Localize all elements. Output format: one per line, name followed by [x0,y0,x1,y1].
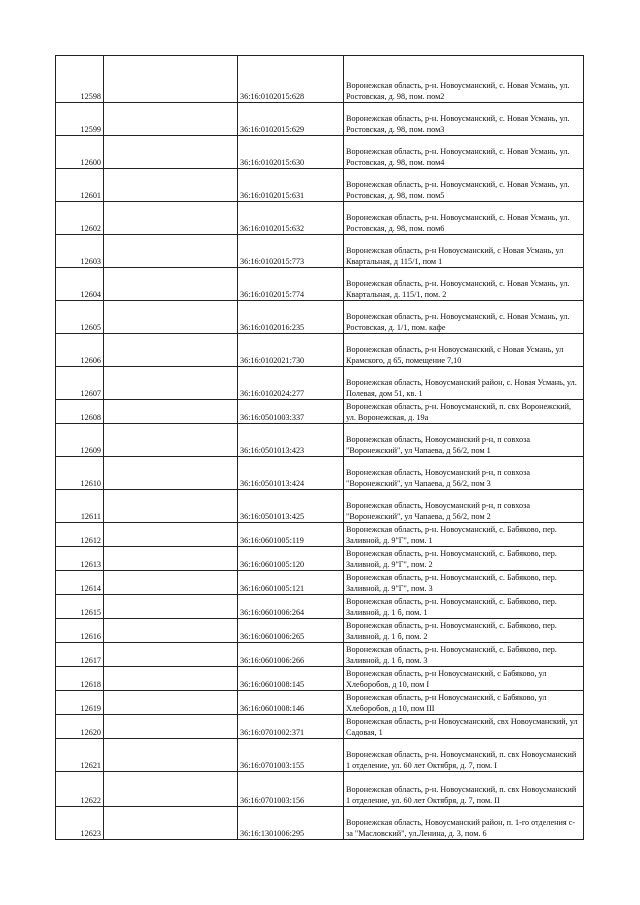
registry-table-body [56,56,584,840]
empty-cell [104,490,238,523]
row-number-cell: 12623 [56,807,104,840]
row-number-cell: 12604 [56,268,104,301]
empty-cell [104,136,238,169]
row-number-cell: 12602 [56,202,104,235]
address-cell: Воронежская область, р-н. Новоусманский, п. свх Новоусманский 1 отделение, ул. 60 лет Октября, д. 7, пом. I [344,739,584,772]
row-number-cell: 12598 [56,56,104,103]
row-number-cell: 12603 [56,235,104,268]
empty-cell [104,202,238,235]
empty-cell [104,56,238,103]
empty-cell [104,367,238,400]
empty-cell [104,547,238,571]
cadastral-number-cell: 36:16:0601005:119 [238,523,344,547]
table-row [56,400,584,424]
empty-cell [104,334,238,367]
empty-cell [104,523,238,547]
table-row [56,367,584,400]
empty-cell [104,169,238,202]
table-row [56,424,584,457]
row-number-cell: 12608 [56,400,104,424]
row-number-cell: 12614 [56,571,104,595]
row-number-cell: 12612 [56,523,104,547]
address-cell: Воронежская область, Новоусманский район, п. 1-го отделения с-за "Масловский", ул.Ленина, д. 3, пом. 6 [344,807,584,840]
cadastral-number-cell: 36:16:0102015:773 [238,235,344,268]
table-row [56,136,584,169]
empty-cell [104,772,238,807]
cadastral-number-cell: 36:16:0102016:235 [238,301,344,334]
cadastral-number-cell: 36:16:0501013:425 [238,490,344,523]
cadastral-number-cell: 36:16:0701003:155 [238,739,344,772]
table-row [56,56,584,103]
row-number-cell: 12621 [56,739,104,772]
row-number-cell: 12606 [56,334,104,367]
address-cell: Воронежская область, р-н. Новоусманский, с. Новая Усмань, ул. Квартальная, д. 115/1, пом. 2 [344,268,584,301]
table-row [56,103,584,136]
address-cell: Воронежская область, р-н. Новоусманский, с. Бабяково, пер. Заливной, д. 9"Г", пом. 1 [344,523,584,547]
cadastral-number-cell: 36:16:0102021:730 [238,334,344,367]
cadastral-number-cell: 36:16:0601006:266 [238,643,344,667]
row-number-cell: 12607 [56,367,104,400]
table-row [56,457,584,490]
empty-cell [104,103,238,136]
address-cell: Воронежская область, Новоусманский р-н, п совхоза "Воронежский", ул Чапаева, д 56/2, пом 1 [344,424,584,457]
cadastral-number-cell: 36:16:0601005:121 [238,571,344,595]
address-cell: Воронежская область, р-н Новоусманский, свх Новоусманский, ул Садовая, 1 [344,715,584,739]
row-number-cell: 12600 [56,136,104,169]
row-number-cell: 12611 [56,490,104,523]
cadastral-number-cell: 36:16:0102015:774 [238,268,344,301]
cadastral-number-cell: 36:16:0102015:630 [238,136,344,169]
table-row [56,643,584,667]
row-number-cell: 12616 [56,619,104,643]
table-row [56,301,584,334]
empty-cell [104,235,238,268]
address-cell: Воронежская область, р-н Новоусманский, с Новая Усмань, ул Квартальная, д 115/1, пом 1 [344,235,584,268]
address-cell: Воронежская область, р-н Новоусманский, с Бабяково, ул Хлеборобов, д 10, пом I [344,667,584,691]
cadastral-number-cell: 36:16:0102015:629 [238,103,344,136]
table-row [56,268,584,301]
address-cell: Воронежская область, р-н Новоусманский, с Новая Усмань, ул Крамского, д 65, помещение 7,10 [344,334,584,367]
table-row [56,235,584,268]
empty-cell [104,457,238,490]
table-row [56,619,584,643]
cadastral-number-cell: 36:16:0601008:145 [238,667,344,691]
address-cell: Воронежская область, р-н. Новоусманский, с. Новая Усмань, ул. Ростовская, д. 98, пом. пом2 [344,56,584,103]
cadastral-number-cell: 36:16:0102015:631 [238,169,344,202]
table-row [56,691,584,715]
address-cell: Воронежская область, Новоусманский район, с. Новая Усмань, ул. Полевая, дом 51, кв. 1 [344,367,584,400]
row-number-cell: 12619 [56,691,104,715]
row-number-cell: 12615 [56,595,104,619]
row-number-cell: 12620 [56,715,104,739]
cadastral-number-cell: 36:16:0701003:156 [238,772,344,807]
table-row [56,169,584,202]
address-cell: Воронежская область, р-н. Новоусманский, с. Новая Усмань, ул. Ростовская, д. 98, пом. пом4 [344,136,584,169]
cadastral-number-cell: 36:16:0601006:265 [238,619,344,643]
table-row [56,202,584,235]
cadastral-number-cell: 36:16:0601005:120 [238,547,344,571]
empty-cell [104,691,238,715]
empty-cell [104,571,238,595]
cadastral-number-cell: 36:16:0601006:264 [238,595,344,619]
table-row [56,807,584,840]
empty-cell [104,619,238,643]
row-number-cell: 12609 [56,424,104,457]
empty-cell [104,595,238,619]
address-cell: Воронежская область, р-н. Новоусманский, с. Новая Усмань, ул. Ростовская, д. 98, пом. пом6 [344,202,584,235]
empty-cell [104,667,238,691]
table-row [56,334,584,367]
row-number-cell: 12605 [56,301,104,334]
cadastral-number-cell: 36:16:0601008:146 [238,691,344,715]
address-cell: Воронежская область, р-н. Новоусманский, с. Бабяково, пер. Заливной, д. 1 б, пом. 2 [344,619,584,643]
cadastral-number-cell: 36:16:0102015:628 [238,56,344,103]
cadastral-number-cell: 36:16:0102024:277 [238,367,344,400]
empty-cell [104,739,238,772]
table-row [56,490,584,523]
table-row [56,739,584,772]
empty-cell [104,268,238,301]
table-row [56,772,584,807]
address-cell: Воронежская область, р-н. Новоусманский, с. Новая Усмань, ул. Ростовская, д. 98, пом. пом5 [344,169,584,202]
cadastral-number-cell: 36:16:0701002:371 [238,715,344,739]
table-row [56,715,584,739]
address-cell: Воронежская область, р-н. Новоусманский, с. Бабяково, пер. Заливной, д. 9"Г", пом. 3 [344,571,584,595]
empty-cell [104,807,238,840]
row-number-cell: 12617 [56,643,104,667]
address-cell: Воронежская область, р-н. Новоусманский, с. Новая Усмань, ул. Ростовская, д. 98, пом. пом3 [344,103,584,136]
cadastral-number-cell: 36:16:0501003:337 [238,400,344,424]
address-cell: Воронежская область, Новоусманский р-н, п совхоза "Воронежский", ул Чапаева, д 56/2, пом 3 [344,457,584,490]
table-row [56,667,584,691]
cadastral-number-cell: 36:16:0102015:632 [238,202,344,235]
empty-cell [104,643,238,667]
table-row [56,571,584,595]
cadastral-number-cell: 36:16:0501013:424 [238,457,344,490]
address-cell: Воронежская область, р-н. Новоусманский, с. Бабяково, пер. Заливной, д. 9"Г", пом. 2 [344,547,584,571]
row-number-cell: 12599 [56,103,104,136]
empty-cell [104,400,238,424]
table-row [56,547,584,571]
empty-cell [104,301,238,334]
cadastral-number-cell: 36:16:1301006:295 [238,807,344,840]
empty-cell [104,424,238,457]
registry-table [55,55,584,840]
row-number-cell: 12610 [56,457,104,490]
address-cell: Воронежская область, р-н. Новоусманский, с. Бабяково, пер. Заливной, д. 1 б, пом. 1 [344,595,584,619]
table-row [56,523,584,547]
table-row [56,595,584,619]
row-number-cell: 12601 [56,169,104,202]
address-cell: Воронежская область, р-н. Новоусманский, п. свх Новоусманский 1 отделение, ул. 60 лет Октября, д. 7, пом. II [344,772,584,807]
address-cell: Воронежская область, р-н. Новоусманский, с. Бабяково, пер. Заливной, д. 1 б, пом. 3 [344,643,584,667]
address-cell: Воронежская область, р-н. Новоусманский, п. свх Воронежский, ул. Воронежская, д. 19а [344,400,584,424]
row-number-cell: 12618 [56,667,104,691]
empty-cell [104,715,238,739]
row-number-cell: 12613 [56,547,104,571]
address-cell: Воронежская область, Новоусманский р-н, п совхоза "Воронежский", ул Чапаева, д 56/2, пом 2 [344,490,584,523]
cadastral-number-cell: 36:16:0501013:423 [238,424,344,457]
address-cell: Воронежская область, р-н Новоусманский, с Бабяково, ул Хлеборобов, д 10, пом III [344,691,584,715]
row-number-cell: 12622 [56,772,104,807]
address-cell: Воронежская область, р-н. Новоусманский, с. Новая Усмань, ул. Ростовская, д. 1/1, пом. кафе [344,301,584,334]
